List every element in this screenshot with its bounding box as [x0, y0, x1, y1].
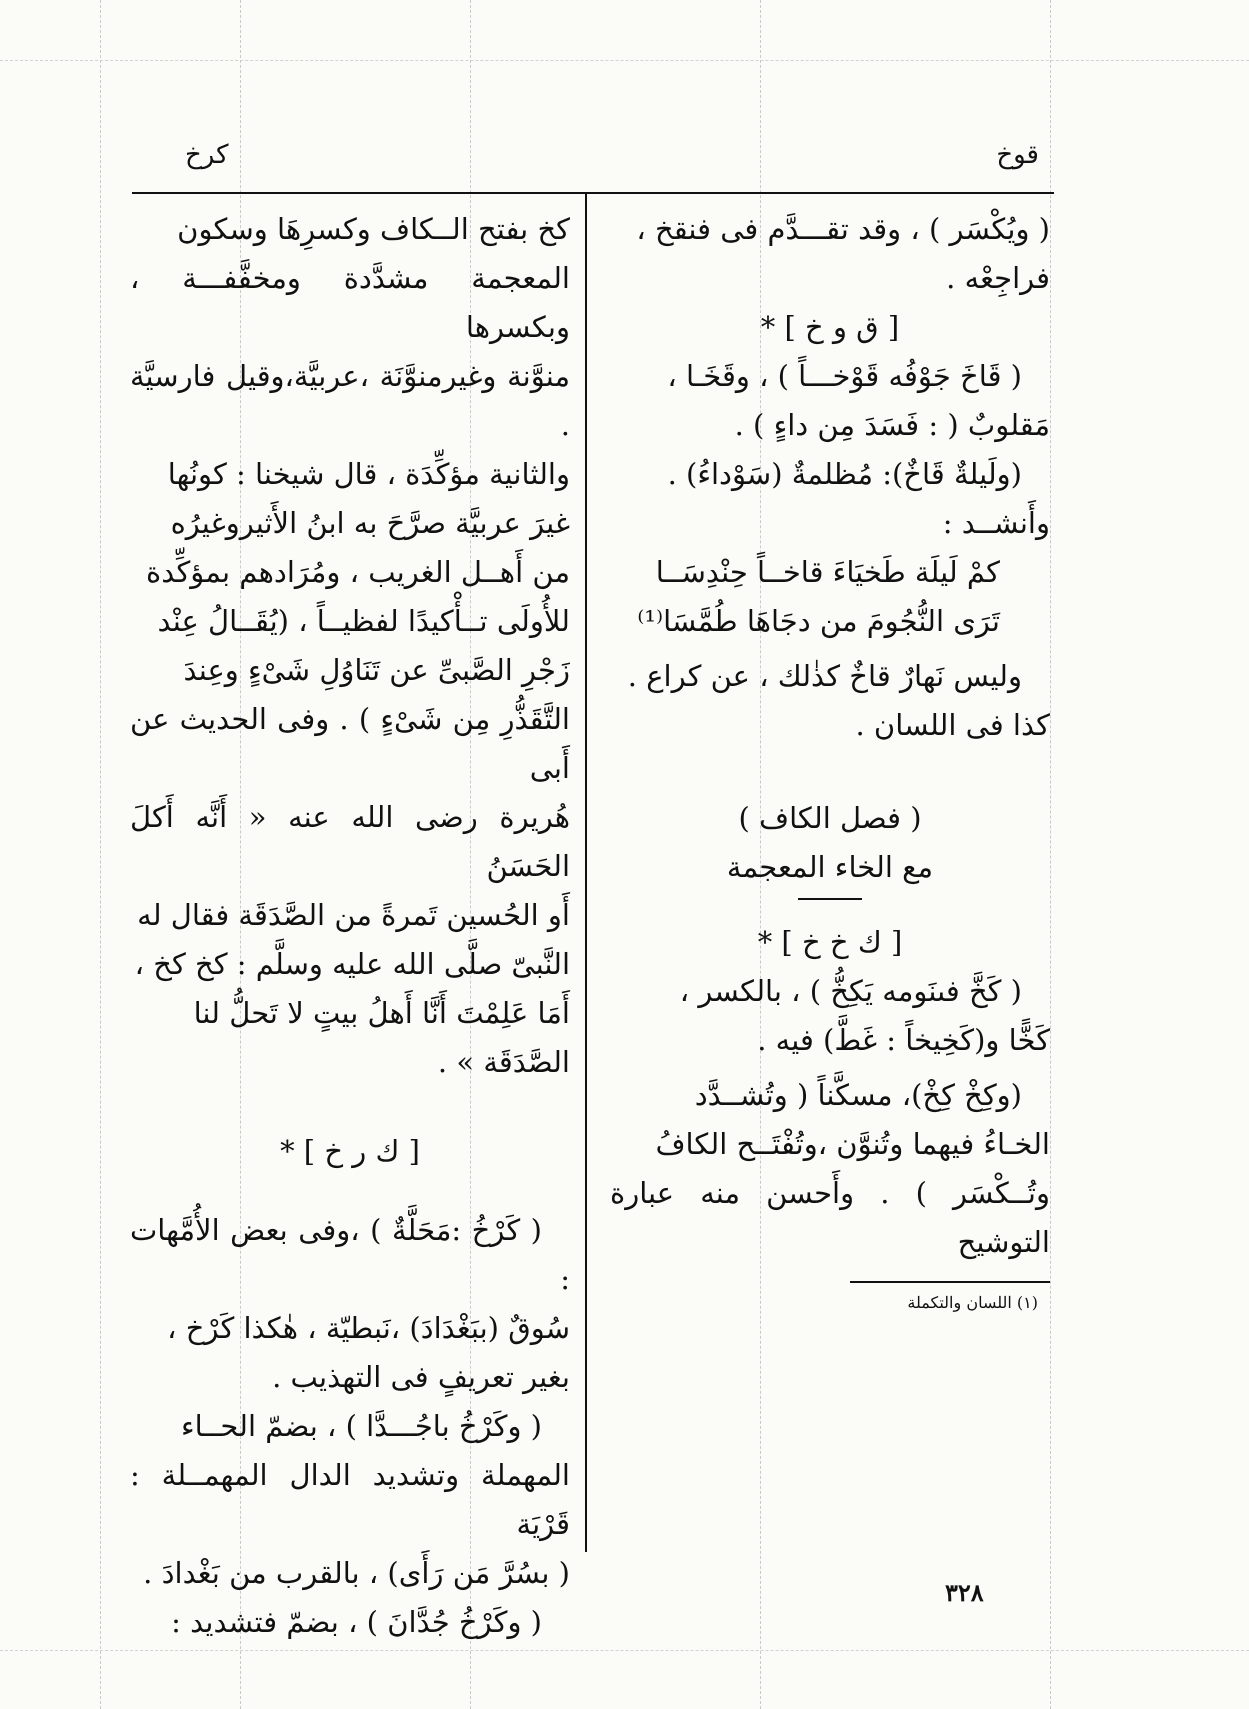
text-line: التَّقَذُّرِ مِن شَىْءٍ ) . وفى الحديث عن أَبى: [130, 702, 570, 785]
verse-line: كمْ لَيلَة طَخيَاءَ قاخــاً حِنْدِسَــا: [655, 555, 1000, 589]
text-line: ( قَاخَ جَوْفُه قَوْخـــاً ) ، وقَخَـا ،: [667, 359, 1022, 393]
section-rule: [798, 898, 862, 900]
entry-heading-kkhkh: [ ك خ خ ] *: [757, 925, 903, 959]
text-line: منوَّنة وغيرمنوَّنَة ،عربيَّة،وقيل فارسيَّة .: [130, 359, 570, 442]
text-line: المهملة وتشديد الدال المهمــلة : قَرْيَة: [130, 1458, 570, 1541]
footnote: (١) اللسان والتكملة: [907, 1293, 1038, 1312]
left-column: [130, 205, 570, 1647]
text-line: أَمَا عَلِمْتَ أَنَّا أَهلُ بيتٍ لا تَحلُّ لنا: [193, 996, 570, 1030]
text-line: النَّبىّ صلَّى الله عليه وسلَّم : كخ كخ ،: [134, 947, 570, 981]
text-line: ( بسُرَّ مَن رَأَى) ، بالقرب من بَغْدادَ .: [143, 1556, 570, 1590]
text-line: ( كَخَّ فىنَومه يَكِخُّ ) ، بالكسر ،: [679, 974, 1022, 1008]
entry-heading-krkh: [ ك ر خ ] *: [280, 1134, 420, 1168]
text-line: والثانية مؤكِّدَة ، قال شيخنا : كونُها: [167, 457, 570, 491]
text-line: كخ بفتح الــكاف وكسرِهَا وسكون: [177, 212, 570, 246]
text-line: المعجمة مشدَّدة ومخفَّفـــة ، وبكسرها: [130, 261, 570, 344]
column-divider: [585, 194, 587, 1552]
text-line: وتُــكْسَر ) . وأَحسن منه عبارة التوشيح: [610, 1176, 1050, 1259]
text-line: (ولَيلةٌ قَاخٌ): مُظلمةٌ (سَوْداءُ) .: [667, 457, 1022, 491]
text-line: ( وكَرْخُ باجُـــدَّا ) ، بضمّ الحــاء: [180, 1409, 542, 1443]
text-line: كذا فى اللسان .: [855, 708, 1050, 742]
text-line: هُريرة رضى الله عنه « أَنَّه أَكلَ الحَسَنُ: [130, 800, 570, 883]
text-line: كَخًّا و(كَخِيخاً : غَطَّ) فيه .: [757, 1023, 1050, 1057]
scan-grid-line: [1050, 0, 1051, 1709]
page-number: ٣٢٨: [945, 1578, 984, 1607]
text-line: فراجِعْه .: [946, 261, 1050, 295]
scan-grid-line: [100, 0, 101, 1709]
text-line: (وكِخْ كِخْ)، مسكَّناً ( وتُشــدَّد: [694, 1078, 1022, 1112]
text-line: مَقلوبٌ ( : فَسَدَ مِن داءٍ ) .: [734, 408, 1050, 442]
text-line: بغير تعريفٍ فى التهذيب .: [272, 1360, 570, 1394]
scan-grid-line: [0, 1650, 1249, 1651]
header-right-word: قوخ: [996, 140, 1039, 170]
text-line: سُوقٌ (ببَغْدَادَ) ،نَبطيّة ، هٰكذا كَرْخ ،: [167, 1311, 570, 1345]
text-line: الصَّدَقَة » .: [437, 1045, 570, 1079]
text-line: وليس نَهارٌ قاخٌ كذٰلك ، عن كراع .: [627, 659, 1022, 693]
text-line: زَجْرِ الصَّبىِّ عن تَنَاوُلِ شَىْءٍ وعِندَ: [183, 653, 570, 687]
verse-line: تَرَى النُّجُومَ من دجَاهَا طُمَّسَا⁽¹⁾: [637, 604, 1000, 638]
header-left-word: كرخ: [185, 140, 229, 170]
right-column: [610, 205, 1050, 1317]
text-line: للأُولَى تــأْكيدًا لفظيــاً ، (يُقَــالُ عِنْد: [157, 604, 570, 638]
text-line: الخـاءُ فيهما وتُنوَّن ،وتُفْتَــح الكافُ: [655, 1127, 1050, 1161]
footnote-rule: [850, 1281, 1050, 1283]
entry-heading-qwkh: [ ق و خ ] *: [760, 310, 900, 344]
text-line: ( كَرْخُ :مَحَلَّةٌ ) ،وفى بعض الأُمَّهات :: [130, 1213, 570, 1296]
section-subtitle: مع الخاء المعجمة: [726, 850, 934, 884]
header-rule: [132, 192, 1054, 194]
text-line: ( ويُكْسَر ) ، وقد تقـــدَّم فى فنقخ ،: [636, 212, 1050, 246]
text-line: أَو الحُسين تَمرةً من الصَّدَقَة فقال له: [137, 898, 570, 932]
section-title: ( فصل الكاف ): [738, 801, 922, 835]
text-line: ( وكَرْخُ جُدَّانَ ) ، بضمّ فتشديد :: [171, 1605, 542, 1639]
text-line: من أَهــل الغريب ، ومُرَادهم بمؤكِّدة: [146, 555, 570, 589]
scan-grid-line: [0, 60, 1249, 61]
text-line: وأَنشــد :: [942, 506, 1050, 540]
text-line: غيرَ عربيَّة صرَّحَ به ابنُ الأَثيروغيرُه: [170, 506, 570, 540]
